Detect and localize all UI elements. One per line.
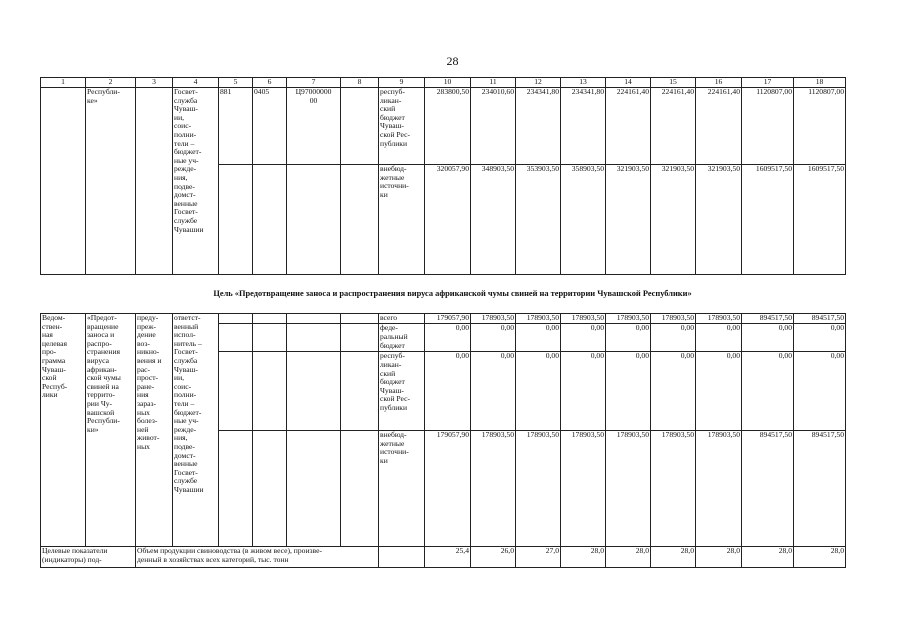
value-cell: 179057,90: [425, 431, 471, 547]
value-cell: 178903,50: [606, 431, 651, 547]
value-cell: 0,00: [425, 324, 471, 352]
column-number: 10: [425, 78, 471, 88]
executor-cell: ответст- венный испол- нитель – Госвет- служба Чуваш- ии, соис- полни- тели – бюджет- ные уч- режде- ния, подве- домст- венные Госвет- службе Чувашии: [173, 314, 219, 547]
indicator-value-cell: 25,4: [425, 547, 471, 568]
grbs-code-cell: [219, 431, 253, 547]
value-cell: 283800,50: [425, 88, 471, 165]
target-item-code-cell: [287, 352, 341, 431]
value-cell: 0,00: [516, 324, 561, 352]
funding-table-top: [40, 77, 846, 275]
expense-type-cell: [341, 165, 379, 275]
program-cell: [41, 88, 86, 275]
column-number: 13: [561, 78, 606, 88]
value-cell: 0,00: [794, 352, 846, 431]
value-cell: 1120807,00: [742, 88, 794, 165]
indicator-value-cell: 28,0: [606, 547, 651, 568]
value-cell: 0,00: [696, 324, 742, 352]
value-cell: 178903,50: [471, 314, 516, 324]
value-cell: 321903,50: [606, 165, 651, 275]
page-number: 28: [446, 54, 459, 68]
indicator-empty-cell: [379, 547, 425, 568]
section-code-cell: [253, 314, 287, 324]
value-cell: 224161,40: [606, 88, 651, 165]
value-cell: 1120807,00: [794, 88, 846, 165]
value-cell: 178903,50: [516, 431, 561, 547]
column-number: 11: [471, 78, 516, 88]
task-cell: [136, 88, 173, 275]
expense-type-cell: [341, 314, 379, 324]
expense-type-cell: [341, 324, 379, 352]
value-cell: 894517,50: [794, 431, 846, 547]
value-cell: 178903,50: [471, 431, 516, 547]
column-number: 3: [136, 78, 173, 88]
value-cell: 0,00: [561, 324, 606, 352]
value-cell: 894517,50: [794, 314, 846, 324]
indicator-value-cell: 28,0: [742, 547, 794, 568]
section-code-cell: [253, 165, 287, 275]
column-number: 12: [516, 78, 561, 88]
value-cell: 178903,50: [651, 314, 696, 324]
value-cell: 179057,90: [425, 314, 471, 324]
value-cell: 178903,50: [561, 431, 606, 547]
indicator-value-cell: 26,0: [471, 547, 516, 568]
column-number: 16: [696, 78, 742, 88]
column-number: 2: [86, 78, 136, 88]
section-heading: Цель «Предотвращение заноса и распространения вируса африканской чумы свиней на территории Чувашской Республики»: [213, 289, 692, 298]
value-cell: 0,00: [696, 352, 742, 431]
column-number: 9: [379, 78, 425, 88]
value-cell: 894517,50: [742, 431, 794, 547]
indicator-description-cell: Объем продукции свиноводства (в живом весе), произве- денный в хозяйствах всех категорий, тыс. тонн: [136, 547, 379, 568]
column-number: 1: [41, 78, 86, 88]
value-cell: 178903,50: [561, 314, 606, 324]
value-cell: 0,00: [516, 352, 561, 431]
section-code-cell: [253, 324, 287, 352]
value-cell: 224161,40: [651, 88, 696, 165]
indicator-value-cell: 28,0: [651, 547, 696, 568]
target-item-code-cell: [287, 314, 341, 324]
value-cell: 234341,80: [561, 88, 606, 165]
value-cell: 0,00: [561, 352, 606, 431]
funding-source-cell: всего: [379, 314, 425, 324]
program-name-cell: «Предот- вращение заноса и распро- странения вируса африкан- ской чумы свиней на террито- рии Чу- вашской Республи- ки»: [86, 314, 136, 547]
value-cell: 0,00: [742, 352, 794, 431]
table-row: [41, 314, 846, 324]
column-number: 8: [341, 78, 379, 88]
executor-cell: Госвет- служба Чуваш- ии, соис- полни- тели – бюджет- ные уч- режде- ния, подве- домст- венные Госвет- службе Чувашии: [173, 88, 219, 275]
section-code-cell: [253, 431, 287, 547]
column-number: 18: [794, 78, 846, 88]
funding-source-cell: респуб- ликан- ский бюджет Чуваш- ской Рес- публики: [379, 88, 425, 165]
funding-source-cell: внебюд- жетные источни- ки: [379, 165, 425, 275]
value-cell: 224161,40: [696, 88, 742, 165]
target-item-code-cell: [287, 431, 341, 547]
expense-type-cell: [341, 352, 379, 431]
indicator-label-cell: Целевые показатели (индикаторы) под-: [41, 547, 136, 568]
value-cell: 178903,50: [606, 314, 651, 324]
column-number: 15: [651, 78, 696, 88]
value-cell: 0,00: [471, 324, 516, 352]
grbs-code-cell: [219, 352, 253, 431]
value-cell: 0,00: [742, 324, 794, 352]
value-cell: 0,00: [425, 352, 471, 431]
indicator-row: [41, 547, 846, 568]
value-cell: 321903,50: [651, 165, 696, 275]
grbs-code-cell: [219, 165, 253, 275]
grbs-code-cell: [219, 324, 253, 352]
value-cell: 348903,50: [471, 165, 516, 275]
value-cell: 0,00: [651, 352, 696, 431]
column-number: 14: [606, 78, 651, 88]
value-cell: 0,00: [606, 352, 651, 431]
table-row: [41, 88, 846, 165]
column-number: 5: [219, 78, 253, 88]
value-cell: 321903,50: [696, 165, 742, 275]
column-number: 6: [253, 78, 287, 88]
funding-source-cell: респуб- ликан- ский бюджет Чуваш- ской Рес- публики: [379, 352, 425, 431]
column-number: 4: [173, 78, 219, 88]
funding-source-cell: внебюд- жетные источни- ки: [379, 431, 425, 547]
value-cell: 320057,90: [425, 165, 471, 275]
value-cell: 0,00: [471, 352, 516, 431]
indicator-value-cell: 28,0: [561, 547, 606, 568]
value-cell: 0,00: [794, 324, 846, 352]
section-code-cell: 0405: [253, 88, 287, 165]
value-cell: 1609517,50: [742, 165, 794, 275]
indicator-value-cell: 27,0: [516, 547, 561, 568]
target-item-code-cell: Ц97000000 00: [287, 88, 341, 165]
indicator-value-cell: 28,0: [696, 547, 742, 568]
task-cell: преду- преж- дение воз- никно- вения и рас- прост- ране- ния зараз- ных болез- ней живот- ных: [136, 314, 173, 547]
value-cell: 0,00: [606, 324, 651, 352]
value-cell: 178903,50: [651, 431, 696, 547]
expense-type-cell: [341, 88, 379, 165]
column-number: 17: [742, 78, 794, 88]
value-cell: 358903,50: [561, 165, 606, 275]
indicator-value-cell: 28,0: [794, 547, 846, 568]
value-cell: 894517,50: [742, 314, 794, 324]
grbs-code-cell: 881: [219, 88, 253, 165]
funding-table-bottom: [40, 313, 846, 568]
value-cell: 178903,50: [696, 431, 742, 547]
value-cell: 0,00: [651, 324, 696, 352]
program-name-cell: Республи- ке»: [86, 88, 136, 275]
value-cell: 234341,80: [516, 88, 561, 165]
value-cell: 178903,50: [696, 314, 742, 324]
value-cell: 178903,50: [516, 314, 561, 324]
value-cell: 234010,60: [471, 88, 516, 165]
column-number-row: [41, 78, 846, 88]
value-cell: 1609517,50: [794, 165, 846, 275]
grbs-code-cell: [219, 314, 253, 324]
expense-type-cell: [341, 431, 379, 547]
target-item-code-cell: [287, 324, 341, 352]
value-cell: 353903,50: [516, 165, 561, 275]
funding-source-cell: феде- ральный бюджет: [379, 324, 425, 352]
column-number: 7: [287, 78, 341, 88]
program-cell: Ведом- ствен- ная целевая про- грамма Чуваш- ской Респуб- лики: [41, 314, 86, 547]
section-code-cell: [253, 352, 287, 431]
target-item-code-cell: [287, 165, 341, 275]
